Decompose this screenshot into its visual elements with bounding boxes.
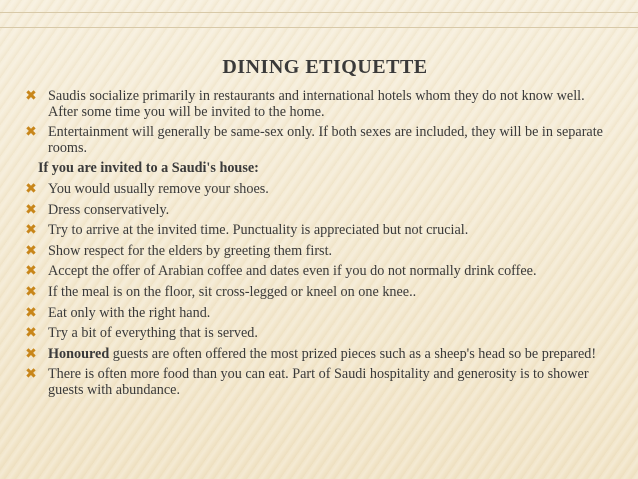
- list-item: [24, 182, 610, 198]
- list-item-text: Eat only with the right hand.: [48, 304, 211, 321]
- list-item: [24, 326, 610, 342]
- list-item: [24, 285, 610, 301]
- x-bullet-icon: ✖: [25, 180, 37, 197]
- list-item-text: guests are often offered the most prized pieces such as a sheep's head so be prepared!: [109, 345, 597, 362]
- x-bullet-icon: ✖: [25, 124, 37, 141]
- x-bullet-icon: ✖: [25, 222, 37, 239]
- list-item-text: Saudis socialize primarily in restaurants and international hotels whom they do not know well. After some time you will be invited to the home.: [48, 88, 585, 120]
- list-item: [24, 347, 610, 363]
- x-bullet-icon: ✖: [25, 366, 37, 383]
- list-item: [24, 223, 610, 239]
- list-item: [24, 367, 610, 398]
- list-item: [24, 244, 610, 260]
- slide-title: [0, 56, 638, 79]
- top-border-lines: [0, 12, 638, 28]
- x-bullet-icon: ✖: [25, 325, 37, 342]
- list-item-text: Dress conservatively.: [48, 201, 170, 218]
- list-item: [24, 203, 610, 219]
- x-bullet-icon: ✖: [25, 283, 37, 300]
- x-bullet-icon: ✖: [25, 304, 37, 321]
- list-item: [24, 89, 610, 120]
- list-item-text: Try a bit of everything that is served.: [48, 325, 258, 342]
- list-item-text: Entertainment will generally be same-sex only. If both sexes are included, they will be in separate rooms.: [48, 124, 603, 156]
- list-item-text: If the meal is on the floor, sit cross-legged or kneel on one knee..: [48, 283, 417, 300]
- x-bullet-icon: ✖: [25, 201, 37, 218]
- bold-text: Honoured: [48, 345, 110, 362]
- slide-title-text: DINING ETIQUETTE: [222, 56, 428, 78]
- list-item: [24, 125, 610, 156]
- bullet-list: [24, 89, 610, 404]
- list-item: [24, 264, 610, 280]
- list-item-text: Show respect for the elders by greeting them first.: [48, 242, 333, 259]
- x-bullet-icon: ✖: [25, 88, 37, 104]
- subheading: [24, 161, 610, 177]
- x-bullet-icon: ✖: [25, 263, 37, 280]
- list-item-text: Try to arrive at the invited time. Punctuality is appreciated but not crucial.: [48, 222, 469, 239]
- list-item-text: Accept the offer of Arabian coffee and dates even if you do not normally drink coffee.: [48, 263, 537, 280]
- list-item-text: If you are invited to a Saudi's house:: [38, 160, 259, 177]
- x-bullet-icon: ✖: [25, 345, 37, 362]
- list-item: [24, 306, 610, 322]
- list-item-text: There is often more food than you can eat. Part of Saudi hospitality and generosity is to shower guests with abundance.: [48, 366, 589, 398]
- list-item-text: You would usually remove your shoes.: [48, 180, 269, 197]
- x-bullet-icon: ✖: [25, 242, 37, 259]
